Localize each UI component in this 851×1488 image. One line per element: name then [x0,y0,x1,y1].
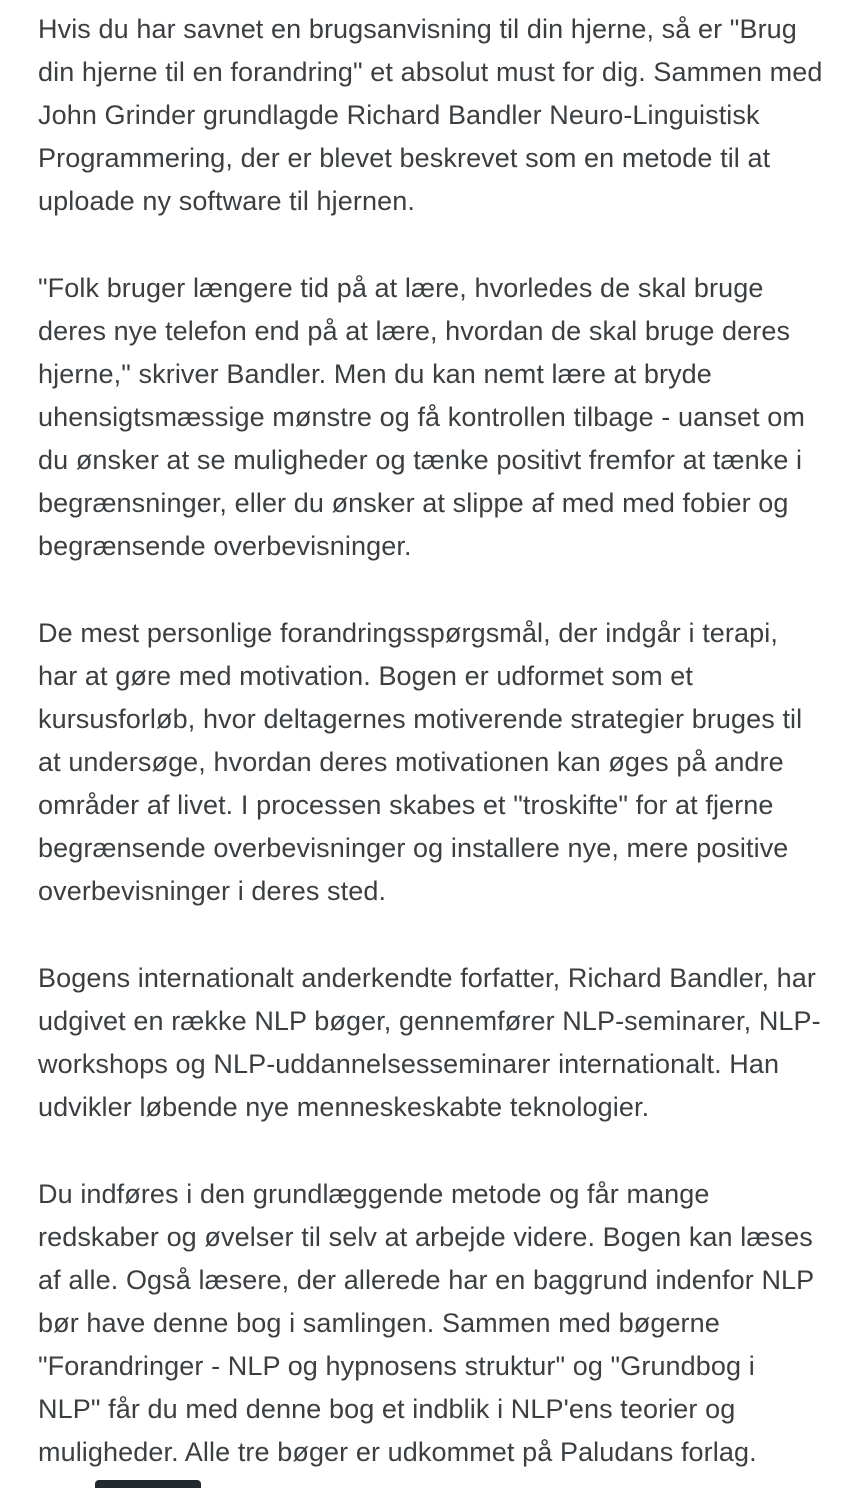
description-paragraph-2: "Folk bruger længere tid på at lære, hvorledes de skal bruge deres nye telefon end på at lære, hvordan de skal bruge deres hjerne," skriver Bandler. Men du kan nemt lære at bryde uhensigtsmæssige mønstre og få kontrollen tilbage - uanset om du ønsker at se muligheder og tænke positivt fremfor at tænke i begrænsninger, eller du ønsker at slippe af med med fobier og begrænsende overbevisninger. [38,273,805,561]
description-paragraph-3: De mest personlige forandringsspørgsmål, der indgår i terapi, har at gøre med motivation. Bogen er udformet som et kursusforløb, hvor deltagernes motiverende strategier bruges til at undersøge, hvordan deres motivationen kan øges på andre områder af livet. I processen skabes et "troskifte" for at fjerne begrænsende overbevisninger og installere nye, mere positive overbevisninger i deres sted. [38,618,803,906]
description-paragraph-4: Bogens internationalt anderkendte forfatter, Richard Bandler, har udgivet en række NLP bøger, gennemfører NLP-seminarer, NLP-workshops og NLP-uddannelsesseminarer internationalt. Han udvikler løbende nye menneskeskabte teknologier. [38,963,821,1122]
description-paragraph-5: Du indføres i den grundlæggende metode og får mange redskaber og øvelser til selv at arbejde videre. Bogen kan læses af alle. Også læsere, der allerede har en baggrund indenfor NLP bør have denne bog i samlingen. Sammen med bøgerne "Forandringer - NLP og hypnosens struktur" og "Grundbog i NLP" får du med denne bog et indblik i NLP'ens teorier og muligheder. Alle tre bøger er udkommet på Paludans forlag. [38,1179,814,1467]
description-paragraph-1: Hvis du har savnet en brugsanvisning til din hjerne, så er "Brug din hjerne til en forandring" et absolut must for dig. Sammen med John Grinder grundlagde Richard Bandler Neuro-Linguistisk Programmering, der er blevet beskrevet som en metode til at uploade ny software til hjernen. [38,14,823,216]
partial-cutoff-element[interactable] [95,1480,201,1488]
